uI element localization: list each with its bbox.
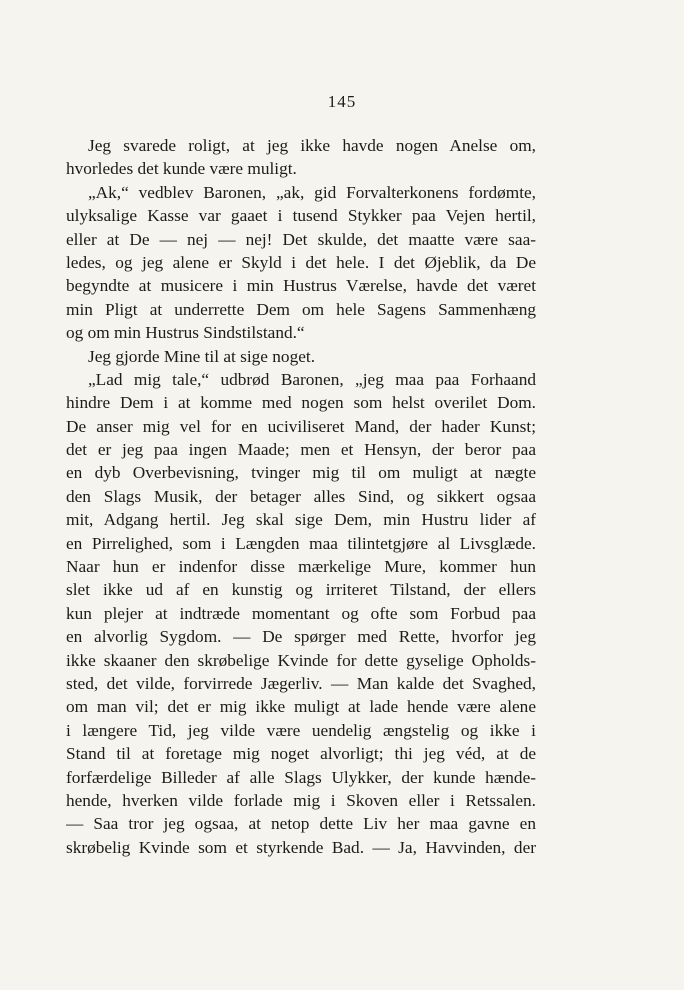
text-line: Stand til at foretage mig noget alvorligt; thi jeg véd, at de — [66, 744, 536, 764]
text-line: om man vil; det er mig ikke muligt at lade hende være alene — [66, 697, 536, 717]
text-line: hvorledes det kunde være muligt. — [66, 159, 297, 179]
text-line: en Pirrelighed, som i Længden maa tilintetgjøre al Livsglæde. — [66, 533, 536, 553]
text-line: ikke skaaner den skrøbelige Kvinde for dette gyselige Opholds- — [66, 650, 536, 670]
text-line: min Pligt at underrette Dem om hele Sagens Sammenhæng — [66, 299, 536, 319]
text-line: det er jeg paa ingen Maade; men et Hensyn, der beror paa — [66, 440, 536, 460]
text-line: kun plejer at indtræde momentant og ofte som Forbud paa — [66, 603, 536, 623]
text-line: forfærdelige Billeder af alle Slags Ulykker, der kunde hænde- — [66, 767, 536, 787]
text-line: Naar hun er indenfor disse mærkelige Mure, kommer hun — [66, 557, 536, 577]
text-line: „Lad mig tale,“ udbrød Baronen, „jeg maa paa Forhaand — [88, 369, 536, 389]
text-line: Jeg svarede roligt, at jeg ikke havde nogen Anelse om, — [88, 136, 536, 155]
page-number: 145 — [327, 92, 357, 111]
text-line: ulyksalige Kasse var gaaet i tusend Stykker paa Vejen hertil, — [66, 206, 536, 226]
text-line: mit, Adgang hertil. Jeg skal sige Dem, min Hustru lider af — [66, 510, 536, 530]
text-line: en alvorlig Sygdom. — De spørger med Rette, hvorfor jeg — [66, 627, 536, 647]
text-line: hindre Dem i at komme med nogen som helst overilet Dom. — [66, 393, 536, 413]
text-line: begyndte at musicere i min Hustrus Værelse, havde det været — [66, 276, 536, 296]
text-line: „Ak,“ vedblev Baronen, „ak, gid Forvalterkonens fordømte, — [88, 182, 536, 202]
text-line: skrøbelig Kvinde som et styrkende Bad. — Ja, Havvinden, der — [66, 837, 536, 857]
text-line: eller at De — nej — nej! Det skulde, det maatte være saa- — [66, 229, 536, 249]
text-line: sted, det vilde, forvirrede Jægerliv. — Man kalde det Svaghed, — [66, 673, 536, 693]
text-line: Jeg gjorde Mine til at sige noget. — [88, 346, 316, 366]
text-line: hende, hverken vilde forlade mig i Skoven eller i Retssalen. — [66, 790, 536, 810]
text-line: en dyb Overbevisning, tvinger mig til om muligt at nægte — [66, 463, 536, 483]
text-line: — Saa tror jeg ogsaa, at netop dette Liv her maa gavne en — [66, 814, 536, 834]
body-text — [66, 134, 536, 859]
text-line: den Slags Musik, der betager alles Sind, og sikkert ogsaa — [66, 486, 536, 506]
text-line: slet ikke ud af en kunstig og irriteret Tilstand, der ellers — [66, 580, 536, 600]
text-line: og om min Hustrus Sindstilstand.“ — [66, 323, 305, 343]
text-line: i længere Tid, jeg vilde være uendelig ængstelig og ikke i — [66, 720, 536, 740]
text-line: ledes, og jeg alene er Skyld i det hele. I det Øjeblik, da De — [66, 252, 536, 272]
text-line: De anser mig vel for en uciviliseret Mand, der hader Kunst; — [66, 416, 536, 436]
